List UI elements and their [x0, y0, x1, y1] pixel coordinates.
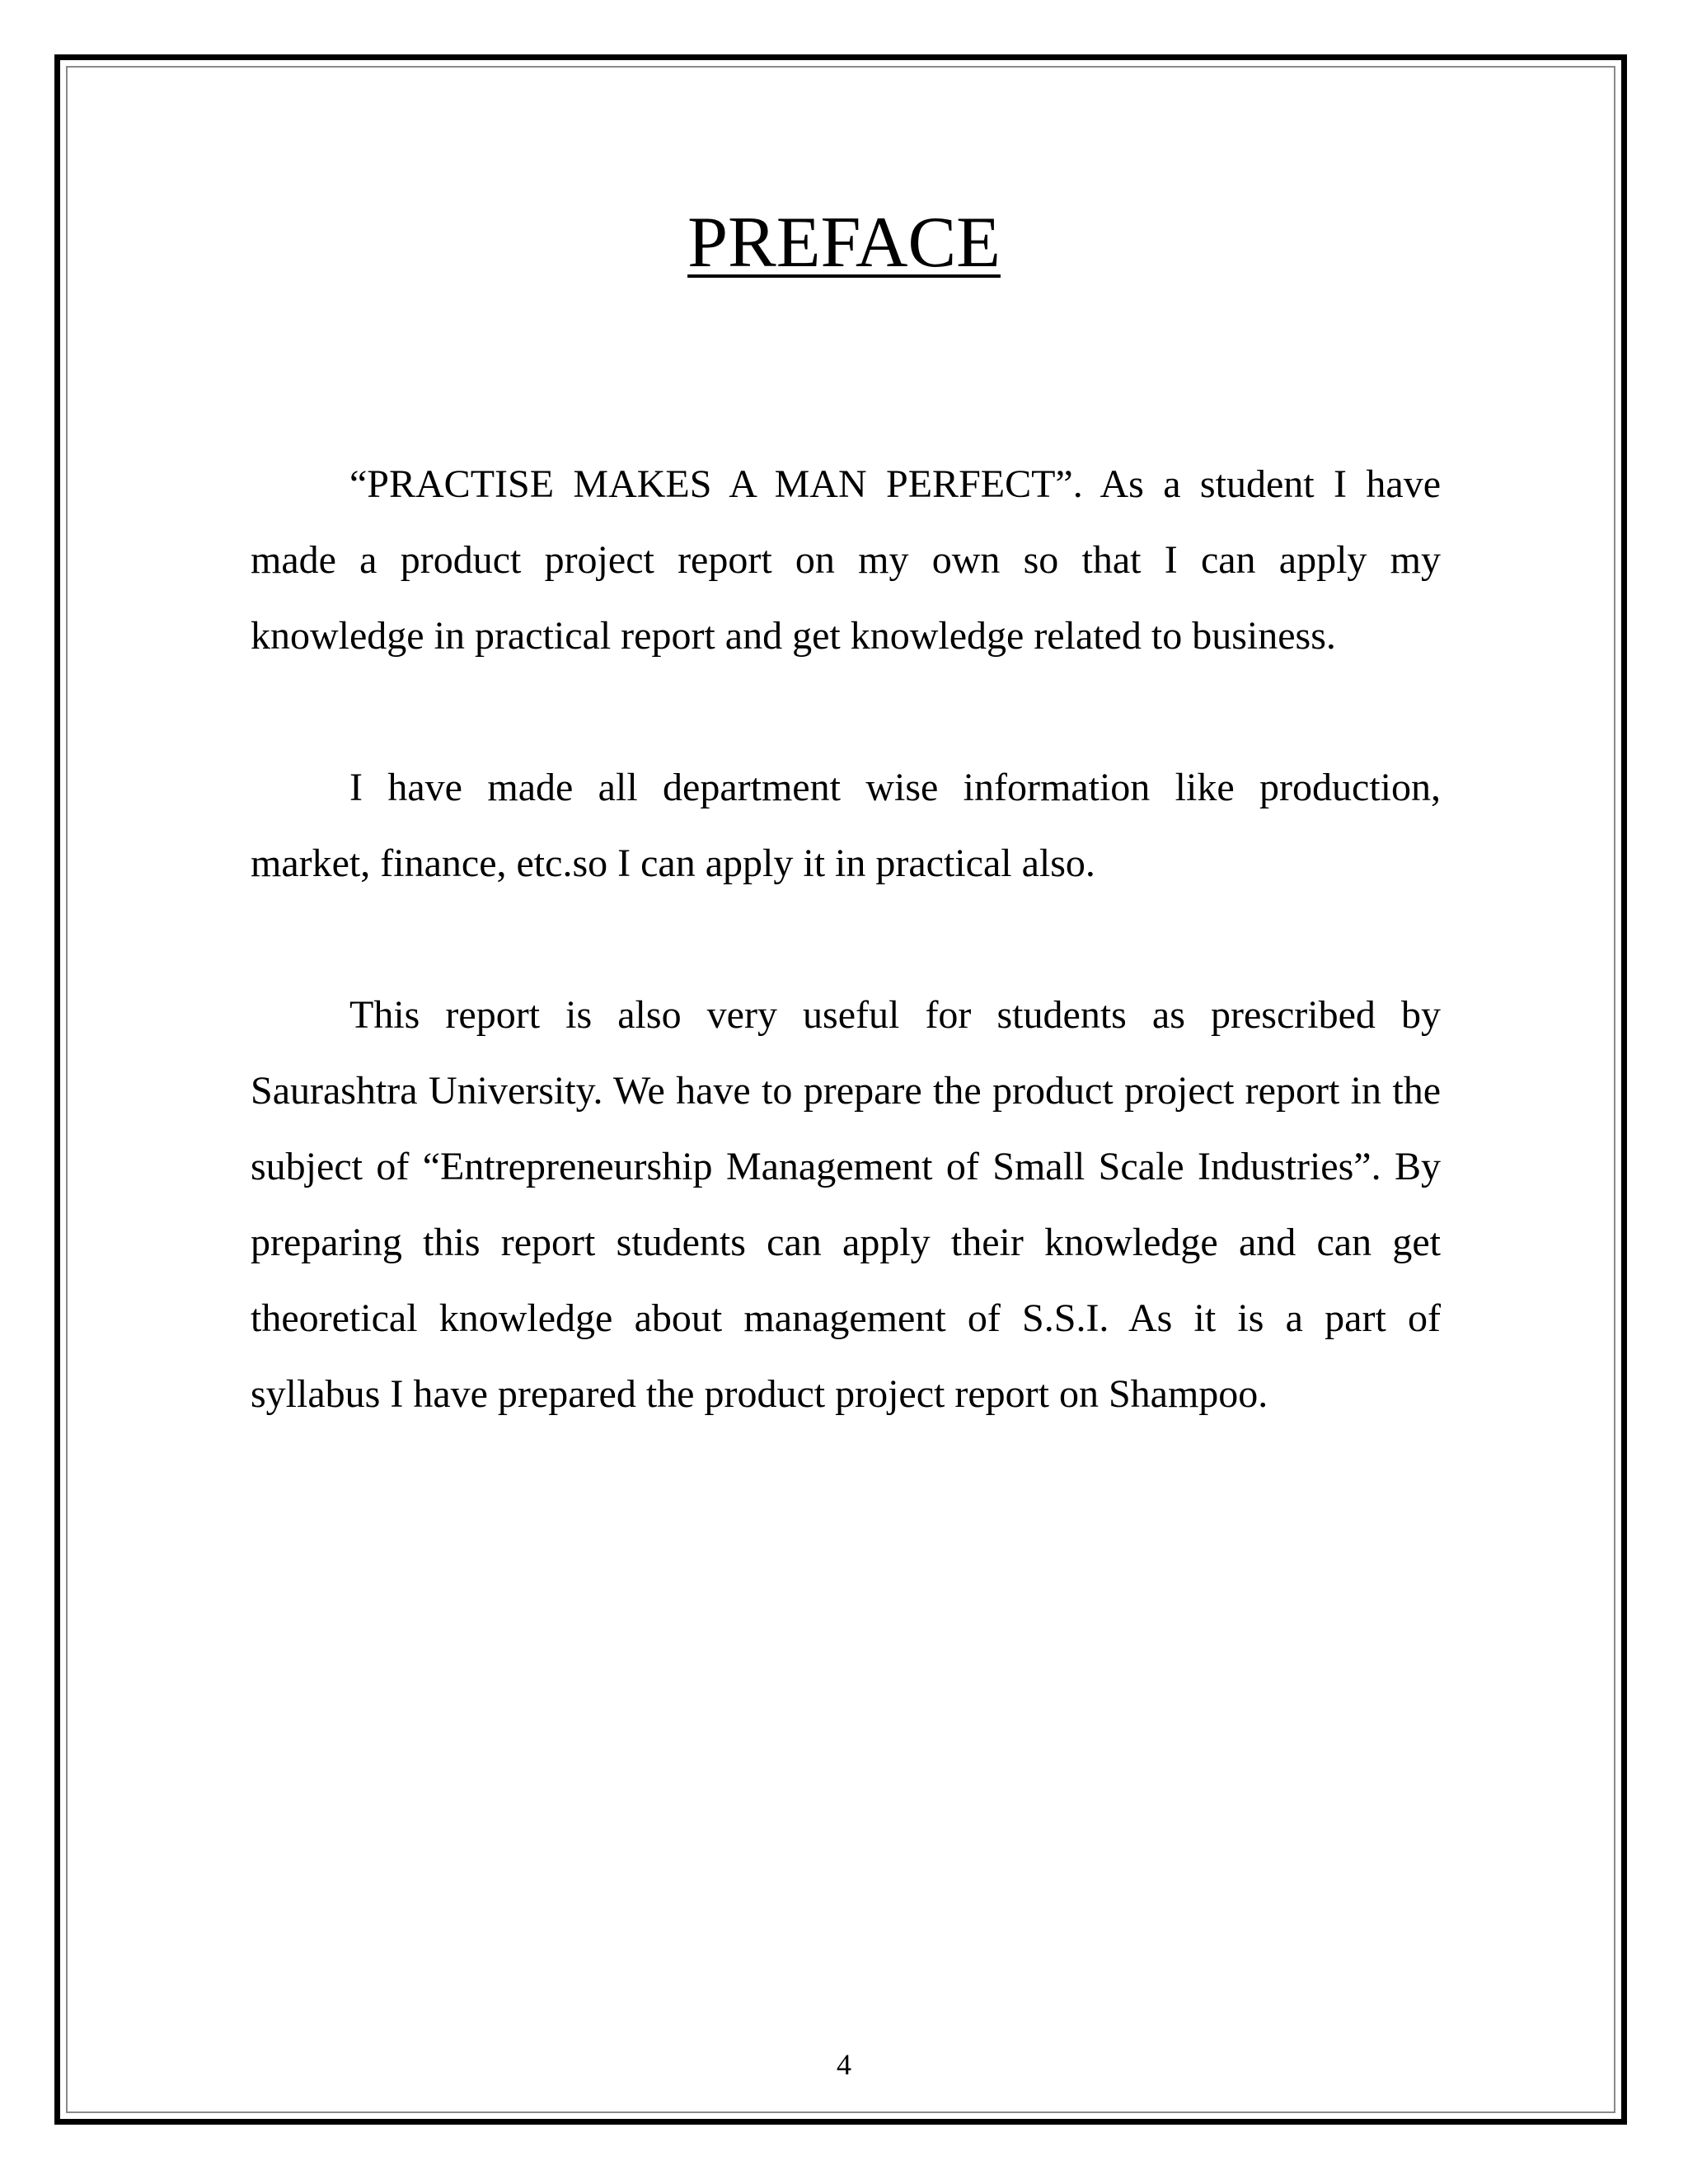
page-number: 4: [837, 2048, 851, 2081]
preface-paragraph-3: This report is also very useful for students as prescribed by Saurashtra University. We have to prepare the product project report in the subject of “Entrepreneurship Management of Small Scale Industries”. By preparing this report students can apply their knowledge and can get theoretical knowledge about management of S.S.I. As it is a part of syllabus I have prepared the product project report on Shampoo.: [251, 993, 1441, 1416]
preface-paragraph-1: “PRACTISE MAKES A MAN PERFECT”. As a student I have made a product project report on my own so that I can apply my knowledge in practical report and get knowledge related to business.: [251, 462, 1441, 658]
page-title: [0, 198, 1688, 288]
page-title-text: PREFACE: [687, 203, 1001, 283]
preface-paragraph-2: I have made all department wise information like production, market, finance, etc.so I can apply it in practical also.: [251, 766, 1441, 885]
preface-body: [251, 447, 1441, 1508]
